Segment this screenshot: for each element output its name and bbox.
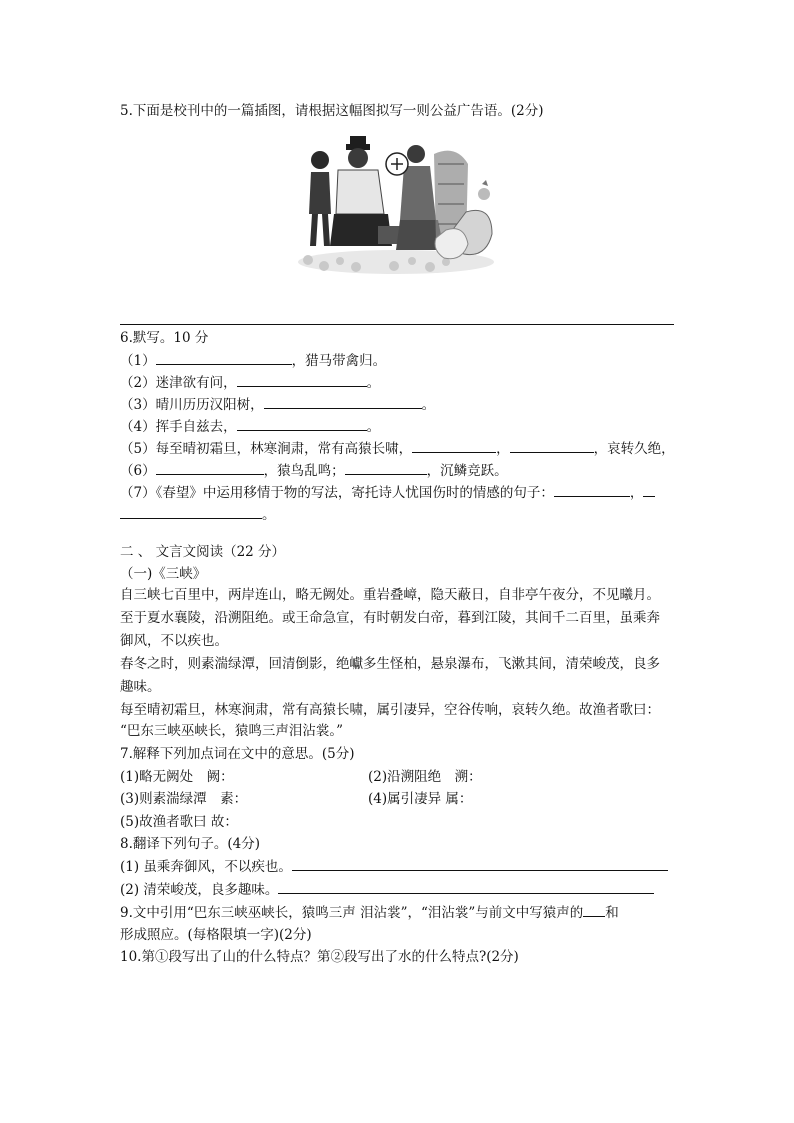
passage-line: 至于夏水襄陵，沿溯阻绝。或王命急宣，有时朝发白帝，暮到江陵，其间千二百里，虽乘奔: [120, 610, 660, 626]
section2-subheading: （一)《三峡》: [120, 566, 207, 582]
passage-line: 春冬之时，则素湍绿潭，回清倒影，绝巘多生怪柏，悬泉瀑布，飞漱其间，清荣峻茂，良多: [120, 656, 660, 672]
q10-question: 10.第①段写出了山的什么特点？第②段写出了水的什么特点?(2分): [120, 949, 519, 965]
divider-line: [120, 324, 674, 325]
passage-line: “巴东三峡巫峡长，猿鸣三声泪沾裳。”: [120, 723, 344, 739]
q6-item-4: （4）挥手自兹去， 。: [120, 416, 380, 437]
q8-title: 8.翻译下列句子。(4分): [120, 836, 261, 852]
q6-item-2: （2）迷津欲有问， 。: [120, 372, 380, 393]
q7-item-5: (5)故渔者歌曰 故：: [120, 814, 238, 830]
q9-line-1: 9.文中引用“巴东三峡巫峡长，猿鸣三声 泪沾裳”，“泪沾裳”与前文中写猿声的 和: [120, 902, 619, 923]
q7-item-1: (1)略无阙处 阙：: [120, 769, 234, 785]
section2-heading: 二 、 文言文阅读（22 分）: [120, 544, 286, 560]
q9-line-2: 形成照应。(每格限填一字)(2分): [120, 927, 312, 943]
q7-item-3: (3)则素湍绿潭 素：: [120, 791, 248, 807]
q6-item-6: （6） ，猿鸟乱鸣； ，沉鳞竞跃。: [120, 460, 508, 481]
passage-line: 自三峡七百里中，两岸连山，略无阙处。重岩叠嶂，隐天蔽日，自非亭午夜分，不见曦月。: [120, 587, 660, 603]
q8-sentence-1: (1) 虽乘奔御风，不以疾也。: [120, 856, 668, 877]
q6-item-5: （5）每至晴初霜旦，林寒涧肃，常有高猿长啸， ， ，哀转久绝，: [120, 438, 675, 459]
q6-title: 6.默写。10 分: [120, 330, 209, 346]
passage-line: 每至晴初霜旦，林寒涧肃，常有高猿长啸，属引凄异，空谷传响，哀转久绝。故渔者歌曰：: [120, 702, 660, 718]
q7-item-4: (4)属引凄异 属：: [368, 791, 473, 807]
q6-item-7: （7）《春望》中运用移情于物的写法，寄托诗人忧国伤时的情感的句子： ，: [120, 482, 655, 503]
q5-prompt: 5.下面是校刊中的一篇插图，请根据这幅图拟写一则公益广告语。(2分): [120, 103, 544, 119]
passage-line: 趣味。: [120, 679, 161, 695]
q7-item-2: (2)沿溯阻绝 溯：: [368, 769, 482, 785]
q8-sentence-2: (2) 清荣峻茂，良多趣味。: [120, 879, 654, 900]
q6-item-7-cont: 。: [120, 504, 276, 525]
passage-line: 御风，不以疾也。: [120, 633, 228, 649]
q6-item-3: （3）晴川历历汉阳树， 。: [120, 394, 435, 415]
illustration-image: [296, 134, 496, 284]
q6-item-1: （1） ，猎马带禽归。: [120, 350, 386, 371]
q7-title: 7.解释下列加点词在文中的意思。(5分): [120, 746, 355, 762]
